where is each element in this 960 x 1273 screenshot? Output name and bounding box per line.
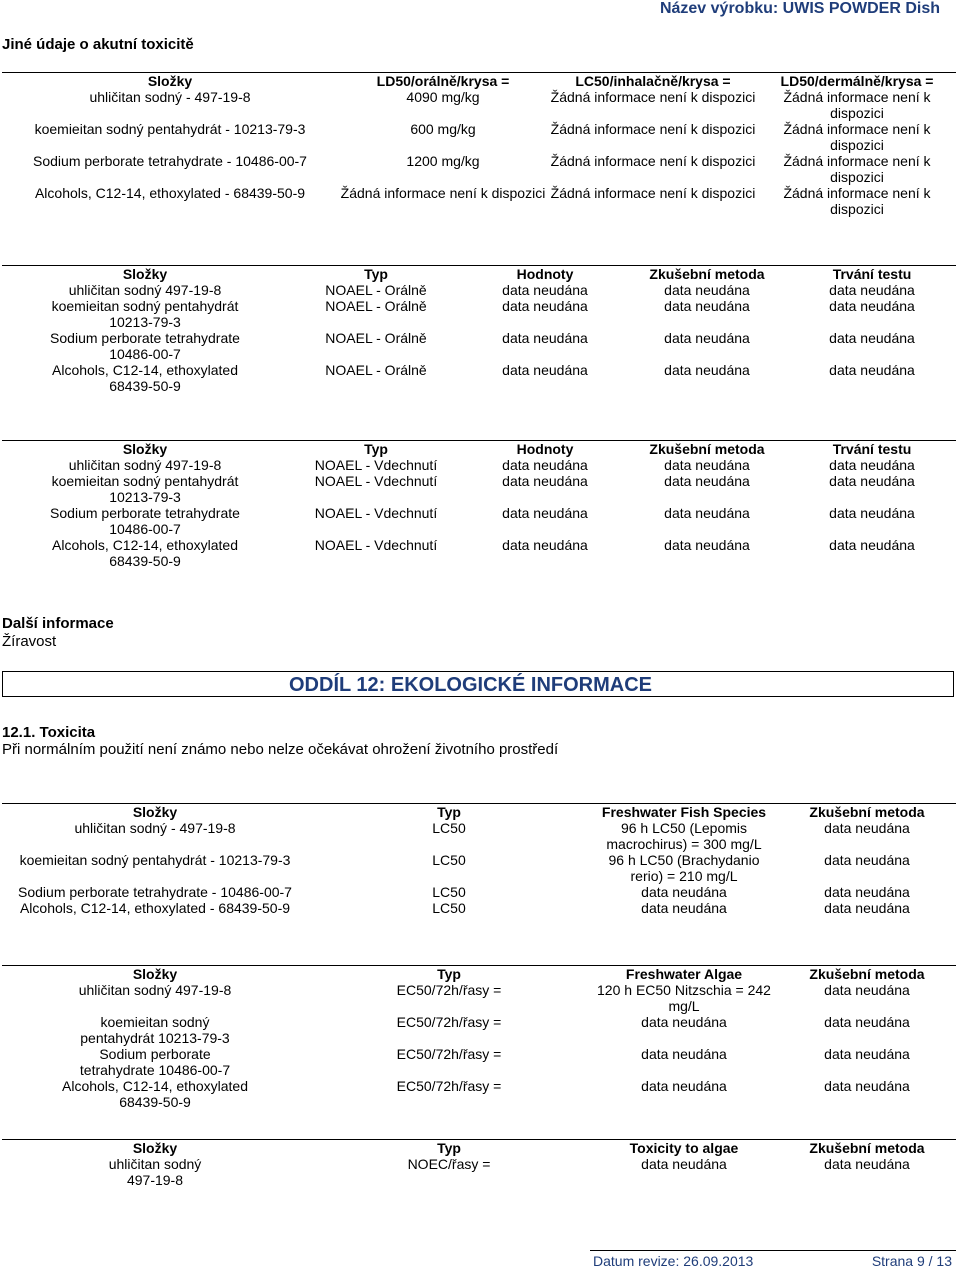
table-cell: uhličitan sodný 497-19-8: [78, 982, 232, 998]
table-cell: data neudána: [502, 457, 588, 473]
table-cell: LC50: [432, 900, 466, 916]
col-header: Složky: [132, 804, 178, 820]
noael-oral-header-row: [2, 266, 956, 283]
table-cell: data neudána: [829, 473, 915, 489]
table-cell: NOAEL - Vdechnutí: [314, 537, 438, 553]
col-header: Freshwater Fish Species: [601, 804, 767, 820]
table-cell: Žádná informace není k dispozici: [783, 121, 931, 153]
table-cell: data neudána: [829, 282, 915, 298]
col-header: Toxicity to algae: [629, 1140, 739, 1156]
table-cell: LC50: [432, 852, 466, 868]
further-info-label: Další informace: [2, 615, 114, 632]
col-header: Hodnoty: [516, 266, 574, 282]
table-cell: data neudána: [664, 457, 750, 473]
col-header: Freshwater Algae: [625, 966, 743, 982]
col-header: Složky: [147, 73, 193, 89]
algae-toxicity-table: [2, 1139, 956, 1188]
table-cell: koemieitan sodný pentahydrát - 10213-79-3: [34, 121, 306, 137]
table-cell: Alcohols, C12-14, ethoxylated 68439-50-9: [62, 1078, 248, 1110]
table-cell: uhličitan sodný 497-19-8: [68, 282, 222, 298]
table-row: [2, 820, 956, 852]
table-row: [2, 1156, 956, 1188]
table-row: [2, 1078, 956, 1110]
page-number: Strana 9 / 13: [871, 1253, 952, 1269]
table-cell: LC50: [432, 884, 466, 900]
col-header: Trvání testu: [832, 441, 912, 457]
table-cell: data neudána: [824, 820, 910, 836]
table-cell: 96 h LC50 (Brachydanio rerio) = 210 mg/L: [608, 852, 760, 884]
table-cell: data neudána: [829, 505, 915, 521]
table-cell: data neudána: [664, 330, 750, 346]
table-cell: EC50/72h/řasy =: [396, 1046, 502, 1062]
table-row: [2, 884, 956, 900]
table-cell: data neudána: [829, 537, 915, 553]
table-cell: 96 h LC50 (Lepomis macrochirus) = 300 mg/L: [606, 820, 762, 852]
col-header: Hodnoty: [516, 441, 574, 457]
table-cell: data neudána: [664, 505, 750, 521]
col-header: LD50/orálně/krysa =: [376, 73, 510, 89]
col-header: Zkušební metoda: [809, 1140, 925, 1156]
table-cell: data neudána: [502, 362, 588, 378]
table-cell: data neudána: [824, 1014, 910, 1030]
table-cell: 4090 mg/kg: [406, 89, 480, 105]
col-header: Typ: [364, 441, 388, 457]
table-cell: Žádná informace není k dispozici: [550, 121, 756, 137]
fish-table: [2, 803, 956, 916]
table-cell: Žádná informace není k dispozici: [550, 89, 756, 105]
table-cell: koemieitan sodný pentahydrát 10213-79-3: [51, 298, 239, 330]
table-cell: data neudána: [641, 1014, 727, 1030]
toxicity-subheading: 12.1. Toxicita: [2, 724, 96, 741]
table-cell: data neudána: [829, 330, 915, 346]
table-row: [2, 457, 956, 473]
table-cell: data neudána: [641, 1078, 727, 1094]
table-cell: NOEC/řasy =: [407, 1156, 491, 1172]
table-cell: uhličitan sodný 497-19-8: [68, 457, 222, 473]
table-cell: data neudána: [502, 282, 588, 298]
acute-toxicity-heading: Jiné údaje o akutní toxicitě: [2, 36, 194, 53]
table-cell: NOAEL - Vdechnutí: [314, 505, 438, 521]
table-cell: Žádná informace není k dispozici: [340, 185, 546, 201]
col-header: LD50/dermálně/krysa =: [780, 73, 934, 89]
table-row: [2, 362, 956, 394]
table-cell: Sodium perborate tetrahydrate - 10486-00-7: [18, 884, 292, 900]
table-cell: data neudána: [664, 298, 750, 314]
table-cell: Žádná informace není k dispozici: [783, 89, 931, 121]
table-cell: LC50: [432, 820, 466, 836]
table-cell: data neudána: [824, 884, 910, 900]
table-cell: data neudána: [502, 537, 588, 553]
table-cell: koemieitan sodný pentahydrát - 10213-79-3: [19, 852, 291, 868]
table-cell: NOAEL - Orálně: [325, 362, 427, 378]
further-info-value: Žíravost: [2, 633, 57, 650]
table-cell: EC50/72h/řasy =: [396, 1078, 502, 1094]
table-cell: data neudána: [824, 1156, 910, 1172]
col-header: Zkušební metoda: [809, 966, 925, 982]
table-cell: Žádná informace není k dispozici: [550, 153, 756, 169]
footer-rule: [590, 1250, 956, 1251]
table-row: [2, 298, 956, 330]
fish-header-row: [2, 804, 956, 821]
table-cell: Žádná informace není k dispozici: [783, 153, 931, 185]
table-cell: data neudána: [502, 473, 588, 489]
noael-oral-table: [2, 265, 956, 394]
table-row: [2, 473, 956, 505]
table-cell: data neudána: [829, 362, 915, 378]
col-header: Složky: [132, 966, 178, 982]
table-cell: data neudána: [824, 852, 910, 868]
section-12-bar: [2, 671, 954, 697]
col-header: Typ: [364, 266, 388, 282]
table-cell: Alcohols, C12-14, ethoxylated - 68439-50-9: [34, 185, 306, 201]
table-row: [2, 1014, 956, 1046]
col-header: Zkušební metoda: [649, 266, 765, 282]
table-cell: EC50/72h/řasy =: [396, 1014, 502, 1030]
table-cell: NOAEL - Orálně: [325, 282, 427, 298]
col-header: Typ: [437, 1140, 461, 1156]
table-cell: data neudána: [641, 884, 727, 900]
table-cell: data neudána: [664, 537, 750, 553]
table-cell: 600 mg/kg: [410, 121, 476, 137]
table-row: [2, 185, 956, 217]
table-cell: 120 h EC50 Nitzschia = 242 mg/L: [597, 982, 771, 1014]
table-row: [2, 282, 956, 298]
table-cell: data neudána: [664, 282, 750, 298]
table-cell: Sodium perborate tetrahydrate 10486-00-7: [50, 505, 240, 537]
table-row: [2, 537, 956, 569]
table-cell: data neudána: [502, 330, 588, 346]
table-cell: data neudána: [502, 505, 588, 521]
table-row: [2, 1046, 956, 1078]
table-row: [2, 330, 956, 362]
table-cell: data neudána: [502, 298, 588, 314]
algae-table: [2, 965, 956, 1110]
table-cell: data neudána: [829, 457, 915, 473]
col-header: Typ: [437, 804, 461, 820]
table-cell: data neudána: [824, 1078, 910, 1094]
table-cell: data neudána: [664, 473, 750, 489]
table-cell: Alcohols, C12-14, ethoxylated 68439-50-9: [52, 362, 238, 394]
table-row: [2, 982, 956, 1014]
table-cell: data neudána: [641, 1156, 727, 1172]
table-cell: EC50/72h/řasy =: [396, 982, 502, 998]
table-cell: NOAEL - Orálně: [325, 330, 427, 346]
table-cell: koemieitan sodný pentahydrát 10213-79-3: [51, 473, 239, 505]
table-cell: Alcohols, C12-14, ethoxylated - 68439-50-9: [19, 900, 291, 916]
table-row: [2, 505, 956, 537]
table-row: [2, 852, 956, 884]
table-cell: uhličitan sodný - 497-19-8: [74, 820, 236, 836]
ld50-table: [2, 72, 956, 217]
col-header: Složky: [122, 441, 168, 457]
table-cell: Alcohols, C12-14, ethoxylated 68439-50-9: [52, 537, 238, 569]
revision-date: Datum revize: 26.09.2013: [593, 1253, 754, 1269]
table-cell: NOAEL - Vdechnutí: [314, 473, 438, 489]
table-cell: data neudána: [824, 982, 910, 998]
col-header: Složky: [132, 1140, 178, 1156]
table-cell: uhličitan sodný 497-19-8: [108, 1156, 202, 1188]
algae-header-row: [2, 966, 956, 983]
product-name: Název výrobku: UWIS POWDER Dish: [659, 0, 940, 17]
table-cell: data neudána: [829, 298, 915, 314]
table-cell: data neudána: [824, 1046, 910, 1062]
table-cell: NOAEL - Orálně: [325, 298, 427, 314]
table-cell: Žádná informace není k dispozici: [783, 185, 931, 217]
table-row: [2, 900, 956, 916]
table-cell: uhličitan sodný - 497-19-8: [89, 89, 251, 105]
noael-inhal-header-row: [2, 441, 956, 458]
table-cell: Sodium perborate tetrahydrate - 10486-00-7: [33, 153, 307, 169]
table-cell: koemieitan sodný pentahydrát 10213-79-3: [80, 1014, 230, 1046]
col-header: Zkušební metoda: [809, 804, 925, 820]
noael-inhal-table: [2, 440, 956, 569]
ld50-header-row: [2, 73, 956, 90]
table-cell: data neudána: [641, 900, 727, 916]
table-cell: data neudána: [641, 1046, 727, 1062]
col-header: Zkušební metoda: [649, 441, 765, 457]
col-header: Trvání testu: [832, 266, 912, 282]
algae-toxicity-header-row: [2, 1140, 956, 1157]
col-header: LC50/inhalačně/krysa =: [575, 73, 731, 89]
table-cell: 1200 mg/kg: [406, 153, 480, 169]
table-row: [2, 153, 956, 185]
toxicity-intro: Při normálním použití není známo nebo nelze očekávat ohrožení životního prostředí: [2, 741, 559, 758]
table-row: [2, 121, 956, 153]
table-cell: Žádná informace není k dispozici: [550, 185, 756, 201]
table-row: [2, 89, 956, 121]
table-cell: data neudána: [824, 900, 910, 916]
table-cell: data neudána: [664, 362, 750, 378]
section-12-title: ODDÍL 12: EKOLOGICKÉ INFORMACE: [289, 674, 652, 696]
table-cell: NOAEL - Vdechnutí: [314, 457, 438, 473]
table-cell: Sodium perborate tetrahydrate 10486-00-7: [50, 330, 240, 362]
table-cell: Sodium perborate tetrahydrate 10486-00-7: [79, 1046, 231, 1078]
col-header: Typ: [437, 966, 461, 982]
col-header: Složky: [122, 266, 168, 282]
